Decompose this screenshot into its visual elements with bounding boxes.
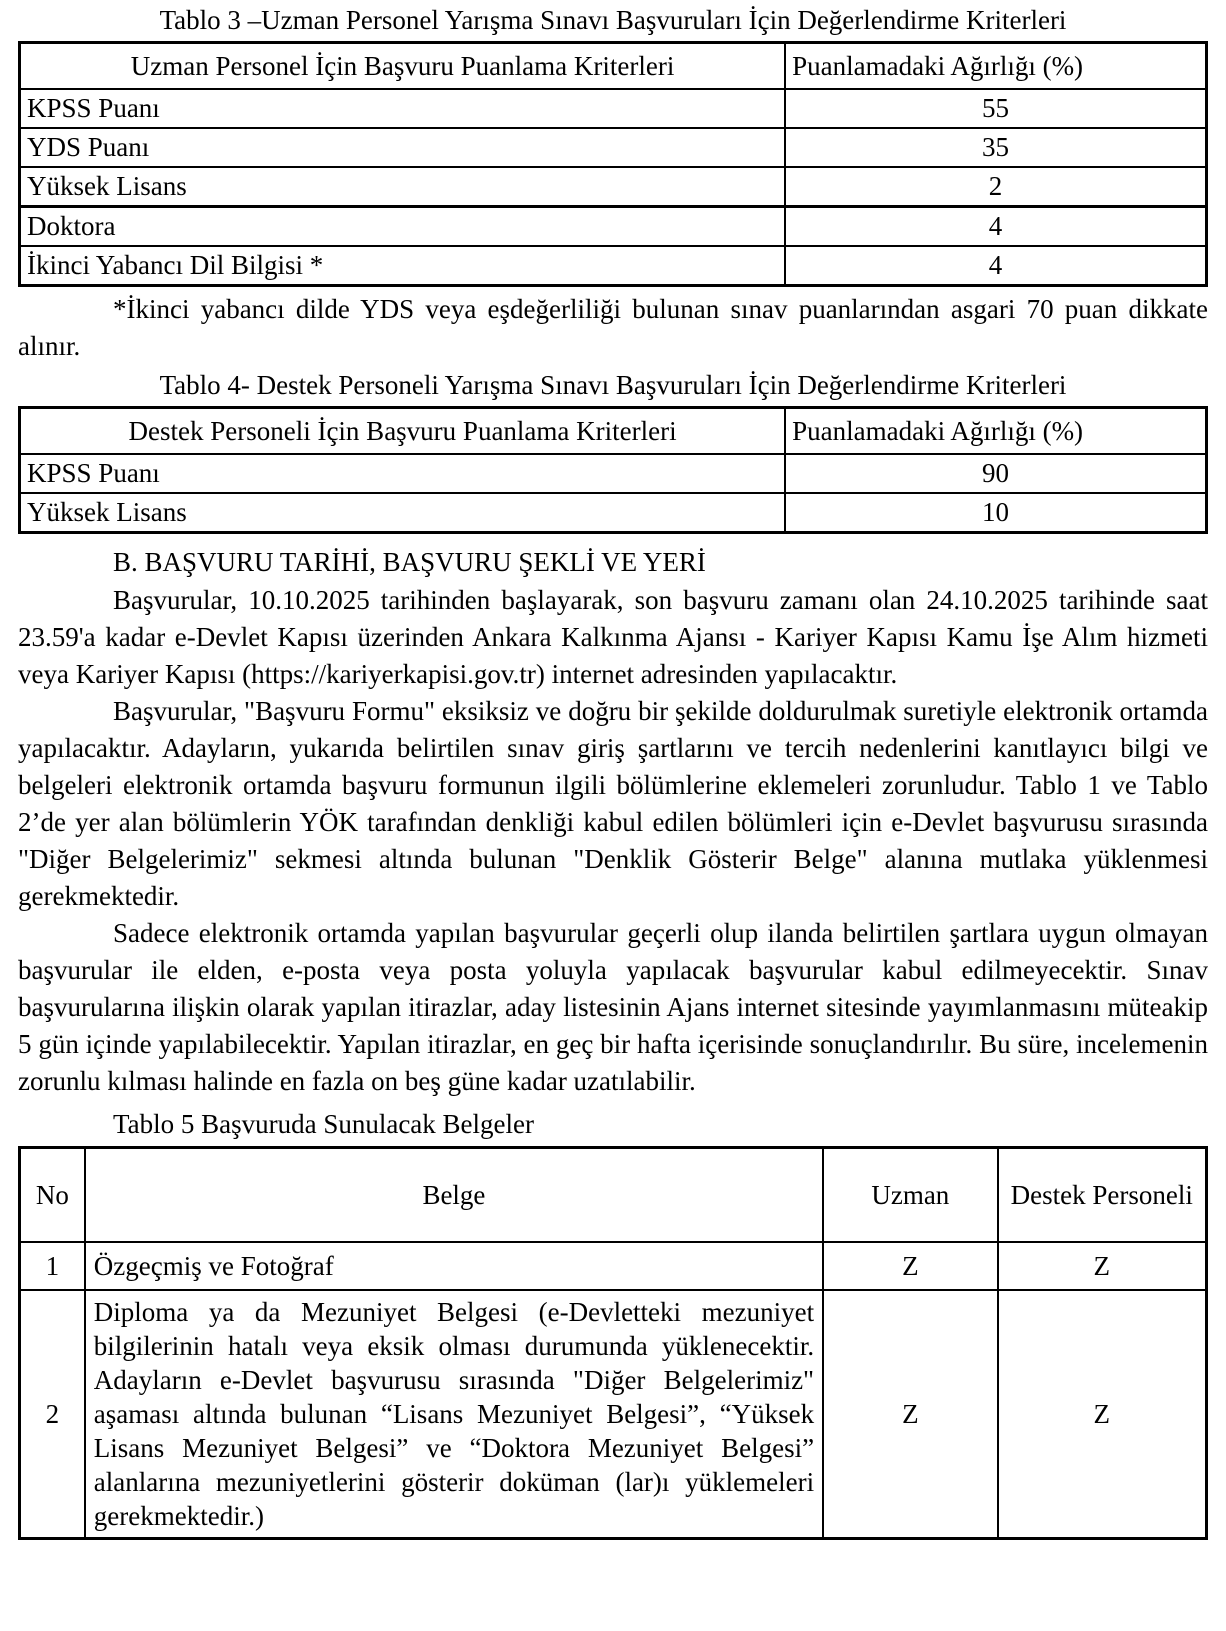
criteria-value: 2 xyxy=(785,167,1206,207)
paragraph-application-form: Başvurular, "Başvuru Formu" eksiksiz ve doğru bir şekilde doldurulmak suretiyle elektronik ortamda yapılacaktır. Adayların, yukarıda belirtilen sınav giriş şartlarını ve tercih nedenlerini kanıtlayıcı bilgi ve belgeleri elektronik ortamda başvuru formunun ilgili bölümlerine eklemeleri zorunludur. Tablo 1 ve Tablo 2’de yer alan bölümlerin YÖK tarafından denkliği kabul edilen bölümleri için e-Devlet başvurusu sırasında "Diğer Belgelerimiz" sekmesi altında bulunan "Denklik Gösterir Belge" alanına mutlaka yüklenmesi gerekmektedir. xyxy=(18,696,1208,911)
table-row xyxy=(20,89,1207,128)
table3-header-row xyxy=(20,43,1207,90)
expert-required-mark: Z xyxy=(823,1290,997,1539)
table3-criteria-table xyxy=(18,41,1208,287)
criteria-value: 90 xyxy=(785,454,1206,493)
table4-header-weight: Puanlamadaki Ağırlığı (%) xyxy=(785,408,1206,455)
criteria-value: 55 xyxy=(785,89,1206,128)
support-required-mark: Z xyxy=(998,1242,1207,1290)
expert-required-mark: Z xyxy=(823,1242,997,1290)
table4-title: Tablo 4- Destek Personeli Yarışma Sınavı Başvuruları İçin Değerlendirme Kriterleri xyxy=(159,370,1067,400)
footnote: *İkinci yabancı dilde YDS veya eşdeğerliliği bulunan sınav puanlarından asgari 70 puan dikkate alınır. xyxy=(18,294,1208,361)
table4-header-criteria: Destek Personeli İçin Başvuru Puanlama Kriterleri xyxy=(20,408,786,455)
criteria-label: Yüksek Lisans xyxy=(20,167,786,207)
table3-header-criteria: Uzman Personel İçin Başvuru Puanlama Kriterleri xyxy=(20,43,786,90)
table-row xyxy=(20,1242,1207,1290)
table3-header-weight: Puanlamadaki Ağırlığı (%) xyxy=(785,43,1206,90)
criteria-value: 4 xyxy=(785,246,1206,286)
support-required-mark: Z xyxy=(998,1290,1207,1539)
paragraph-application-dates: Başvurular, 10.10.2025 tarihinden başlayarak, son başvuru zamanı olan 24.10.2025 tarihinde saat 23.59'a kadar e-Devlet Kapısı üzerinden Ankara Kalkınma Ajansı - Kariyer Kapısı Kamu İşe Alım hizmeti veya Kariyer Kapısı (https://kariyerkapisi.gov.tr) internet adresinden yapılacaktır. xyxy=(18,585,1208,689)
table5-title: Tablo 5 Başvuruda Sunulacak Belgeler xyxy=(113,1109,534,1139)
document-name: Özgeçmiş ve Fotoğraf xyxy=(85,1242,823,1290)
criteria-label: Doktora xyxy=(20,207,786,247)
table-row xyxy=(20,493,1207,533)
criteria-value: 10 xyxy=(785,493,1206,533)
table-row xyxy=(20,128,1207,167)
table5-header-no: No xyxy=(20,1148,85,1243)
table-row xyxy=(20,246,1207,286)
criteria-label: Yüksek Lisans xyxy=(20,493,786,533)
table3-title: Tablo 3 –Uzman Personel Yarışma Sınavı Başvuruları İçin Değerlendirme Kriterleri xyxy=(159,5,1067,35)
criteria-value: 35 xyxy=(785,128,1206,167)
table-row xyxy=(20,1290,1207,1539)
section-b-heading: B. BAŞVURU TARİHİ, BAŞVURU ŞEKLİ VE YERİ xyxy=(113,547,706,577)
paragraph-electronic-only: Sadece elektronik ortamda yapılan başvurular geçerli olup ilanda belirtilen şartlara uygun olmayan başvurular ile elden, e-posta veya posta yoluyla yapılacak başvurular kabul edilmeyecektir. Sınav başvurularına ilişkin olarak yapılan itirazlar, aday listesinin Ajans internet sitesinde yayımlanmasını müteakip 5 gün içinde yapılabilecektir. Yapılan itirazlar, en geç bir hafta içerisinde sonuçlandırılır. Bu süre, incelemenin zorunlu kılması halinde en fazla on beş güne kadar uzatılabilir. xyxy=(18,918,1208,1096)
table5-header-row xyxy=(20,1148,1207,1243)
criteria-value: 4 xyxy=(785,207,1206,247)
document-number: 1 xyxy=(20,1242,85,1290)
table5-documents-table xyxy=(18,1146,1208,1540)
document-name: Diploma ya da Mezuniyet Belgesi (e-Devletteki mezuniyet bilgilerinin hatalı veya eksik olması durumunda yüklenecektir. Adayların e-Devlet başvurusu sırasında "Diğer Belgelerimiz" aşaması altında bulunan “Lisans Mezuniyet Belgesi”, “Yüksek Lisans Mezuniyet Belgesi” ve “Doktora Mezuniyet Belgesi” alanlarına mezuniyetlerini gösterir doküman (lar)ı yüklemeleri gerekmektedir.) xyxy=(85,1290,823,1539)
criteria-label: YDS Puanı xyxy=(20,128,786,167)
table5-header-expert: Uzman xyxy=(823,1148,997,1243)
table-row xyxy=(20,454,1207,493)
criteria-label: KPSS Puanı xyxy=(20,89,786,128)
table5-header-support: Destek Personeli xyxy=(998,1148,1207,1243)
document-number: 2 xyxy=(20,1290,85,1539)
table5-header-document: Belge xyxy=(85,1148,823,1243)
table4-criteria-table xyxy=(18,406,1208,534)
table-row xyxy=(20,167,1207,207)
criteria-label: KPSS Puanı xyxy=(20,454,786,493)
table4-header-row xyxy=(20,408,1207,455)
criteria-label: İkinci Yabancı Dil Bilgisi * xyxy=(20,246,786,286)
table-row xyxy=(20,207,1207,247)
